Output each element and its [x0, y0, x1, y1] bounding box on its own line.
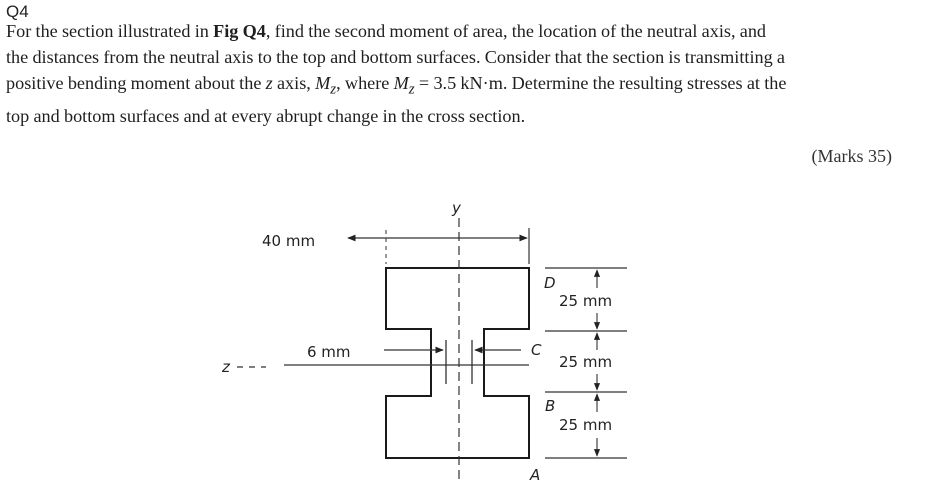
- figure-reference: Fig Q4: [213, 21, 266, 41]
- web-dimension-label: 6 mm: [307, 343, 351, 361]
- z-axis-label: z: [222, 358, 230, 376]
- point-c-label: C: [531, 341, 542, 359]
- text-run: = 3.5 kN·m. Determine the resulting stresses at the: [414, 73, 787, 93]
- text-run: , where: [336, 73, 394, 93]
- width-dimension-label: 40 mm: [262, 232, 316, 250]
- point-a-label: A: [530, 466, 541, 484]
- moment-symbol: M: [393, 73, 409, 93]
- height-label-3: 25 mm: [559, 416, 613, 434]
- point-b-label: B: [545, 397, 556, 415]
- moment-symbol: M: [315, 73, 331, 93]
- text-run: the distances from the neutral axis to the top and bottom surfaces. Consider that the section is transmitting a: [6, 47, 786, 67]
- moment-subscript: z: [330, 80, 337, 98]
- text-run: For the section illustrated in: [6, 21, 214, 41]
- height-label-1: 25 mm: [559, 292, 613, 310]
- text-run: , find the second moment of area, the location of the neutral axis, and: [265, 21, 767, 41]
- text-run: positive bending moment about the: [6, 73, 266, 93]
- section-outline: [386, 268, 529, 458]
- y-axis-label: y: [452, 199, 461, 217]
- point-d-label: D: [544, 274, 556, 292]
- axis-symbol: z: [265, 73, 273, 93]
- text-run: axis,: [272, 73, 316, 93]
- height-label-2: 25 mm: [559, 353, 613, 371]
- moment-subscript: z: [408, 80, 415, 98]
- text-run: top and bottom surfaces and at every abrupt change in the cross section.: [6, 105, 526, 126]
- marks-label: (Marks 35): [811, 146, 892, 166]
- question-number: Q4: [6, 2, 29, 21]
